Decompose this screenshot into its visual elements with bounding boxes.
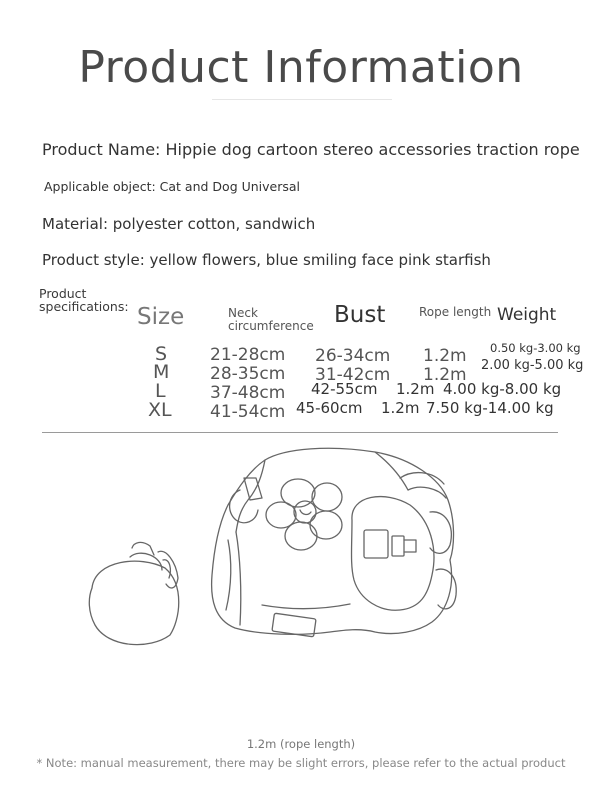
row-xl-size: XL <box>148 399 172 421</box>
row-xl-bust: 45-60cm <box>296 399 363 417</box>
header-rope-length: Rope length <box>419 305 492 319</box>
row-s-weight: 0.50 kg-3.00 kg <box>490 341 581 355</box>
product-style: Product style: yellow flowers, blue smiling face pink starfish <box>42 251 491 269</box>
row-l-bust: 42-55cm <box>311 380 378 398</box>
row-xl-weight: 7.50 kg-14.00 kg <box>426 399 554 417</box>
row-m-weight: 2.00 kg-5.00 kg <box>481 358 584 373</box>
header-size: Size <box>137 304 185 330</box>
applicable-object: Applicable object: Cat and Dog Universal <box>44 179 301 194</box>
row-s-bust: 26-34cm <box>315 346 391 366</box>
row-s-neck: 21-28cm <box>210 345 286 365</box>
row-xl-neck: 41-54cm <box>210 402 286 422</box>
row-xl-rope: 1.2m <box>381 399 420 417</box>
page-title: Product Information <box>78 42 524 93</box>
rope-pouch-drawing <box>89 542 178 644</box>
product-name: Product Name: Hippie dog cartoon stereo accessories traction rope <box>42 140 580 159</box>
row-s-size: S <box>155 343 168 365</box>
flower-decoration <box>266 479 342 550</box>
specifications-label: Product specifications: <box>39 286 129 314</box>
header-weight: Weight <box>497 305 557 325</box>
header-neck: Neck circumference <box>228 306 314 333</box>
header-bust: Bust <box>334 302 386 328</box>
measurement-note: * Note: manual measurement, there may be slight errors, please refer to the actual product <box>36 756 566 770</box>
row-l-size: L <box>155 380 166 402</box>
row-m-rope: 1.2m <box>423 365 467 385</box>
row-m-size: M <box>153 361 170 383</box>
row-m-bust: 31-42cm <box>315 365 391 385</box>
row-l-weight: 4.00 kg-8.00 kg <box>443 380 562 398</box>
row-l-neck: 37-48cm <box>210 383 286 403</box>
row-m-neck: 28-35cm <box>210 364 286 384</box>
material: Material: polyester cotton, sandwich <box>42 215 316 233</box>
harness-drawing <box>212 448 457 637</box>
row-s-rope: 1.2m <box>423 346 467 366</box>
row-l-rope: 1.2m <box>396 380 435 398</box>
rope-length-caption: 1.2m (rope length) <box>246 737 356 751</box>
